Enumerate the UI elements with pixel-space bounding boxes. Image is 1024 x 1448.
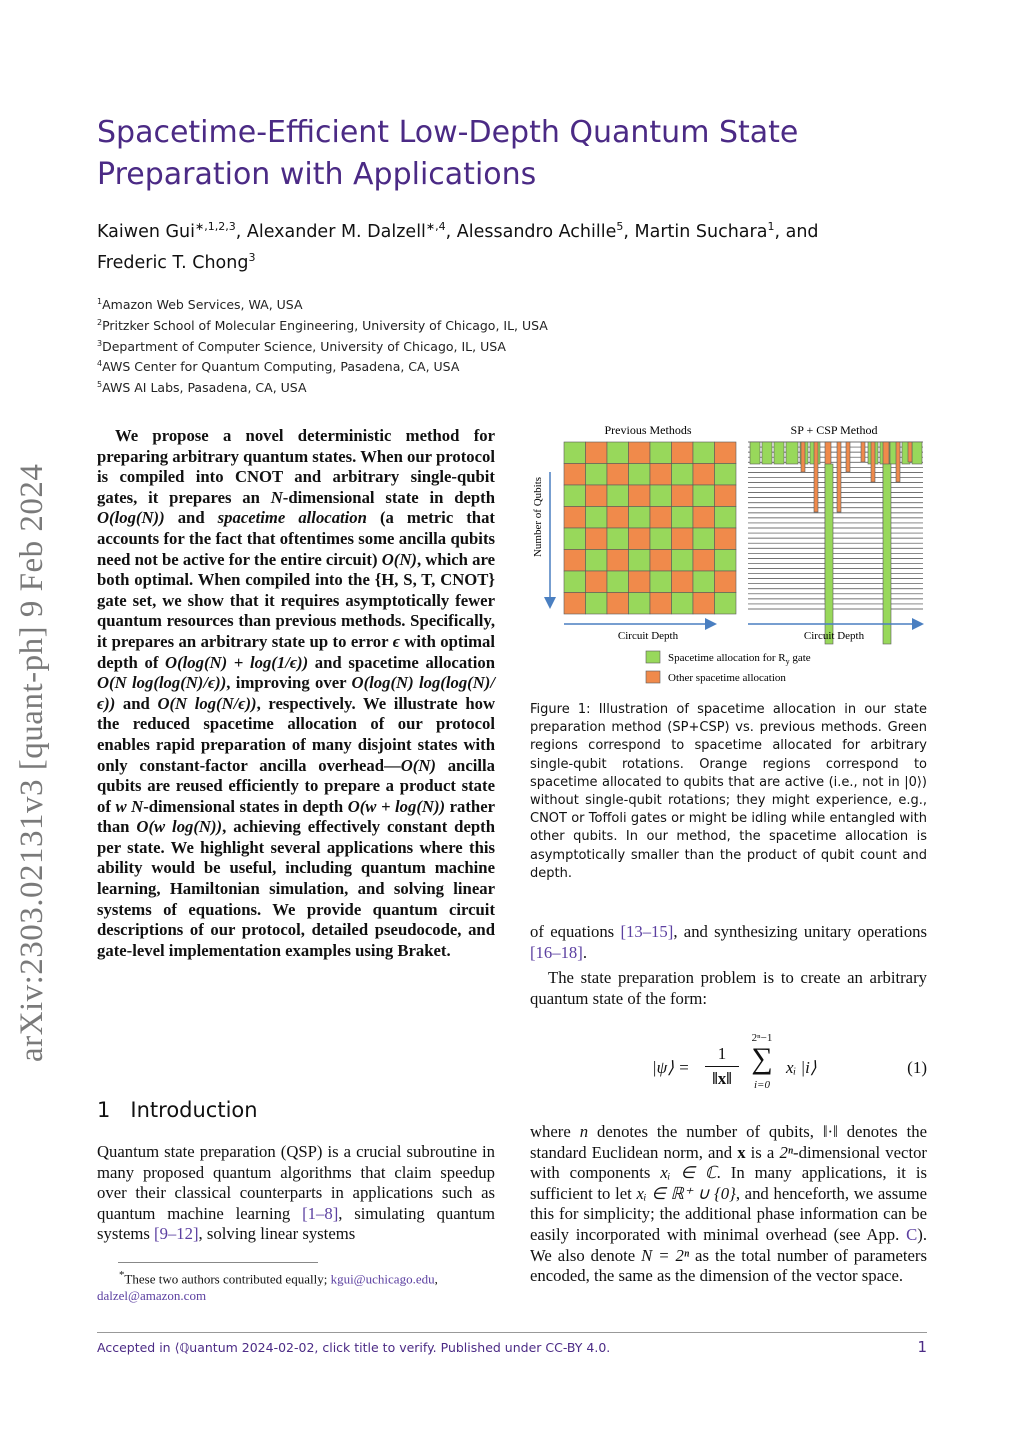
abstract: We propose a novel deterministic method for preparing arbitrary quantum states. When our protocol is compiled into CNOT and arbitrary single-qubit gates, it prepares an N-dimensional state in depth O(log(N)) and spacetime allocation (a metric that accounts for the fact that oftentimes some ancilla qubits need not be active for the entire circuit) O(N), which are both optimal. When compiled into the {H, S, T, CNOT} gate set, we show that it requires asymptotically fewer quantum resources than previous methods. Specifically, it prepares an arbitrary state up to error ϵ with optimal depth of O(log(N) + log(1/ϵ)) and spacetime allocation O(N log(log(N)/ϵ)), improving over O(log(N) log(log(N)/ϵ)) and O(N log(N/ϵ)), respectively. We illustrate how the reduced spacetime allocation of our protocol enables rapid preparation of many disjoint states with only constant-factor ancilla overhead—O(N) ancilla qubits are reused efficiently to prepare a product state of w N-dimensional states in depth O(w + log(N)) rather than O(w log(N)), achieving effectively constant depth per state. We highlight several applications where this ability would be useful, including quantum machine learning, Hamiltonian simulation, and solving linear systems of equations. We provide quantum circuit descriptions of our protocol, detailed pseudocode, and gate-level implementation examples using Braket.	[97, 426, 496, 960]
green-cell	[693, 528, 715, 550]
eq-rhs: xᵢ |i⟩	[786, 1058, 817, 1077]
green-cell	[693, 571, 715, 593]
orange-cell	[629, 571, 651, 593]
footer-rule	[97, 1332, 927, 1333]
affiliation	[97, 297, 303, 312]
affiliation-text: AWS AI Labs, Pasadena, CA, USA	[102, 380, 307, 396]
x-axis-label-right: Circuit Depth	[803, 630, 865, 642]
orange-cell	[586, 485, 608, 507]
author-name: Alexander M. Dalzell	[246, 221, 426, 242]
sp-csp-grid	[748, 442, 923, 644]
left-panel-title: Previous Methods	[604, 423, 692, 437]
author-name: Frederic T. Chong	[97, 252, 249, 273]
affiliation-num: 4	[97, 359, 103, 368]
author-sup: ∗,1,2,3	[195, 220, 236, 233]
figure-caption: Figure 1: Illustration of spacetime allocation in our state preparation method (SP+CSP) vs. previous methods. Green regions correspond to spacetime allocated for arbitrary single-qubit rotations. Orange regions correspond to spacetime allocated to qubits that are active (i.e., not in |0⟩) without single-qubit rotations; they might experience, e.g., CNOT or Toffoli gates or might be idling while entangled with other qubits. In our method, the spacetime allocation is asymptotically smaller than the product of qubit count and depth.	[530, 702, 927, 881]
orange-cell	[672, 528, 694, 550]
orange-cell	[629, 442, 651, 464]
eq-numerator: 1	[717, 1044, 727, 1063]
green-cell	[564, 528, 586, 550]
orange-bar	[814, 442, 818, 512]
green-cell	[762, 442, 772, 464]
section-heading	[97, 1098, 258, 1122]
orange-bar	[861, 442, 865, 462]
green-cell	[786, 442, 798, 464]
affiliation-num: 3	[97, 339, 103, 348]
intro-paragraph: Quantum state preparation (QSP) is a crucial subroutine in many proposed quantum algorithms that claim speedup over their classical counterparts in applications such as quantum machine learning [1–8], simulating quantum systems [9–12], solving linear systems	[97, 1142, 495, 1244]
page-number: 1	[917, 1338, 927, 1356]
orange-cell	[650, 507, 672, 529]
green-cell	[672, 507, 694, 529]
green-column	[825, 464, 833, 644]
green-cell	[650, 485, 672, 507]
orange-bar	[908, 442, 912, 462]
eq-lhs: |ψ⟩ =	[652, 1058, 690, 1077]
green-cell	[607, 485, 629, 507]
orange-cell	[650, 550, 672, 572]
email-link[interactable]: dalzel@amazon.com	[97, 1288, 207, 1304]
green-cell	[693, 485, 715, 507]
green-cell	[586, 507, 608, 529]
author-list: Kaiwen Gui$^{∗,1,2,3}$, Alexander M. Dalzell$^{∗,4}$, Alessandro Achille$^5$, Martin Suchara$^1$, and Frederic T. Chong$^3$	[97, 220, 819, 273]
author-sup: ∗,4	[425, 220, 446, 233]
right-paragraph-1: of equations [13–15], and synthesizing unitary operations [16–18].	[530, 922, 927, 962]
orange-cell	[586, 442, 608, 464]
orange-cell	[693, 464, 715, 486]
green-cell	[586, 593, 608, 615]
eq-denominator: ‖x‖	[712, 1069, 732, 1088]
email-link[interactable]: kgui@uchicago.edu	[330, 1271, 435, 1287]
green-cell	[672, 464, 694, 486]
orange-cell	[693, 507, 715, 529]
green-cell	[564, 442, 586, 464]
equation-1	[530, 1032, 927, 1098]
orange-cell	[672, 442, 694, 464]
arxiv-sidebar-stamp: arXiv:2303.02131v3 [quant-ph] 9 Feb 2024	[14, 463, 50, 1062]
orange-cell	[693, 593, 715, 615]
affiliation-num: 5	[97, 380, 103, 389]
right-paragraph-2: The state preparation problem is to create an arbitrary quantum state of the form:	[530, 968, 927, 1008]
orange-cell	[715, 442, 737, 464]
eq-sum-lower: i=0	[754, 1079, 770, 1091]
figure-1	[528, 420, 928, 688]
orange-cell	[607, 464, 629, 486]
orange-cell	[693, 550, 715, 572]
orange-cell	[564, 550, 586, 572]
y-axis-label: Number of Qubits	[532, 476, 544, 558]
eq-fraction-bar	[705, 1066, 739, 1067]
green-cell	[715, 464, 737, 486]
orange-cell	[715, 528, 737, 550]
footnote-rule	[118, 1262, 318, 1263]
green-cell	[629, 464, 651, 486]
green-cell	[586, 550, 608, 572]
footnote: *These two authors contributed equally; kgui@uchicago.edu, dalzel@amazon.com	[97, 1269, 438, 1304]
orange-cell	[586, 571, 608, 593]
green-cell	[607, 442, 629, 464]
green-cell	[715, 507, 737, 529]
orange-cell	[672, 485, 694, 507]
affiliation	[97, 380, 307, 395]
author-conjunction: and	[785, 221, 819, 242]
citation-link[interactable]: [16–18]	[530, 942, 583, 962]
green-cell	[715, 550, 737, 572]
green-cell	[564, 571, 586, 593]
orange-cell	[564, 593, 586, 615]
affiliation-num: 2	[97, 318, 103, 327]
legend-green-swatch	[646, 651, 660, 663]
orange-cell	[564, 464, 586, 486]
orange-cell	[564, 507, 586, 529]
orange-cell	[650, 464, 672, 486]
eq-sum-upper: 2ⁿ−1	[751, 1032, 773, 1044]
green-cell	[693, 442, 715, 464]
green-cell	[629, 593, 651, 615]
previous-methods-grid	[564, 442, 736, 614]
orange-cell	[586, 528, 608, 550]
green-cell	[650, 528, 672, 550]
orange-cell	[715, 571, 737, 593]
orange-cell	[715, 485, 737, 507]
orange-cell	[650, 593, 672, 615]
orange-bar	[846, 442, 850, 472]
x-axis-label-left: Circuit Depth	[617, 630, 679, 642]
green-cell	[586, 464, 608, 486]
footer-text[interactable]: Accepted in ⟨ℚuantum 2024-02-02, click title to verify. Published under CC-BY 4.0.	[97, 1340, 611, 1355]
affiliation-num: 1	[97, 297, 103, 306]
affiliation	[97, 339, 506, 354]
affiliation-text: AWS Center for Quantum Computing, Pasadena, CA, USA	[102, 359, 460, 375]
green-cell	[672, 550, 694, 572]
affiliation	[97, 318, 548, 333]
legend-orange-label: Other spacetime allocation	[668, 672, 786, 684]
green-cell	[650, 571, 672, 593]
orange-cell	[607, 593, 629, 615]
author-name: Martin Suchara	[634, 221, 768, 242]
green-cell	[750, 442, 760, 464]
paper-title[interactable]: Spacetime-Efficient Low-Depth Quantum State Preparation with Applications	[97, 115, 799, 192]
affiliation-text: Amazon Web Services, WA, USA	[102, 297, 303, 313]
citation-link[interactable]: [9–12]	[154, 1224, 199, 1244]
legend-green-label: Spacetime allocation for $R_y$ gate	[668, 652, 811, 666]
orange-bar	[896, 442, 900, 482]
green-cell	[629, 550, 651, 572]
author-name: Alessandro Achille	[456, 221, 617, 242]
eq-sum-symbol: ∑	[751, 1042, 773, 1075]
green-cell	[607, 528, 629, 550]
eq-label: (1)	[907, 1058, 927, 1077]
green-cell	[774, 442, 784, 464]
orange-bar	[871, 442, 875, 482]
green-cell	[715, 593, 737, 615]
green-cell	[607, 571, 629, 593]
green-cell	[650, 442, 672, 464]
orange-cell	[607, 550, 629, 572]
author-sup: 5	[616, 220, 624, 233]
appendix-link[interactable]: C	[906, 1224, 918, 1244]
right-paragraph-3: where n denotes the number of qubits, ‖·‖ denotes the standard Euclidean norm, and x is a 2ⁿ-dimensional vector with components xᵢ ∈ ℂ. In many applications, it is sufficient to let xᵢ ∈ ℝ⁺ ∪ {0}, and henceforth, we assume this for simplicity; the additional phase information can be easily incorporated with minimal overhead (see App. C). We also denote N = 2ⁿ as the total number of parameters encoded, the same as the dimension of the vector space.	[530, 1122, 927, 1286]
green-column	[883, 464, 891, 644]
citation-link[interactable]: [1–8]	[302, 1203, 339, 1223]
right-panel-title: SP + CSP Method	[790, 423, 878, 437]
affiliation-text: Department of Computer Science, University of Chicago, IL, USA	[102, 339, 506, 355]
green-cell	[912, 442, 922, 464]
orange-cell	[607, 507, 629, 529]
orange-bar	[837, 442, 841, 512]
citation-link[interactable]: [13–15]	[620, 922, 674, 941]
author-sup: 3	[248, 250, 256, 264]
affiliation	[97, 359, 459, 374]
orange-cell	[629, 528, 651, 550]
green-cell	[564, 485, 586, 507]
orange-cell	[672, 571, 694, 593]
legend-orange-swatch	[646, 671, 660, 683]
section-title: Introduction	[130, 1098, 258, 1122]
section-number: 1	[97, 1098, 111, 1122]
author-name: Kaiwen Gui	[97, 221, 196, 242]
green-cell	[672, 593, 694, 615]
affiliation-text: Pritzker School of Molecular Engineering, University of Chicago, IL, USA	[102, 318, 548, 334]
green-cell	[629, 507, 651, 529]
orange-bar	[801, 442, 805, 472]
author-sup: 1	[767, 220, 775, 233]
orange-cell	[629, 485, 651, 507]
